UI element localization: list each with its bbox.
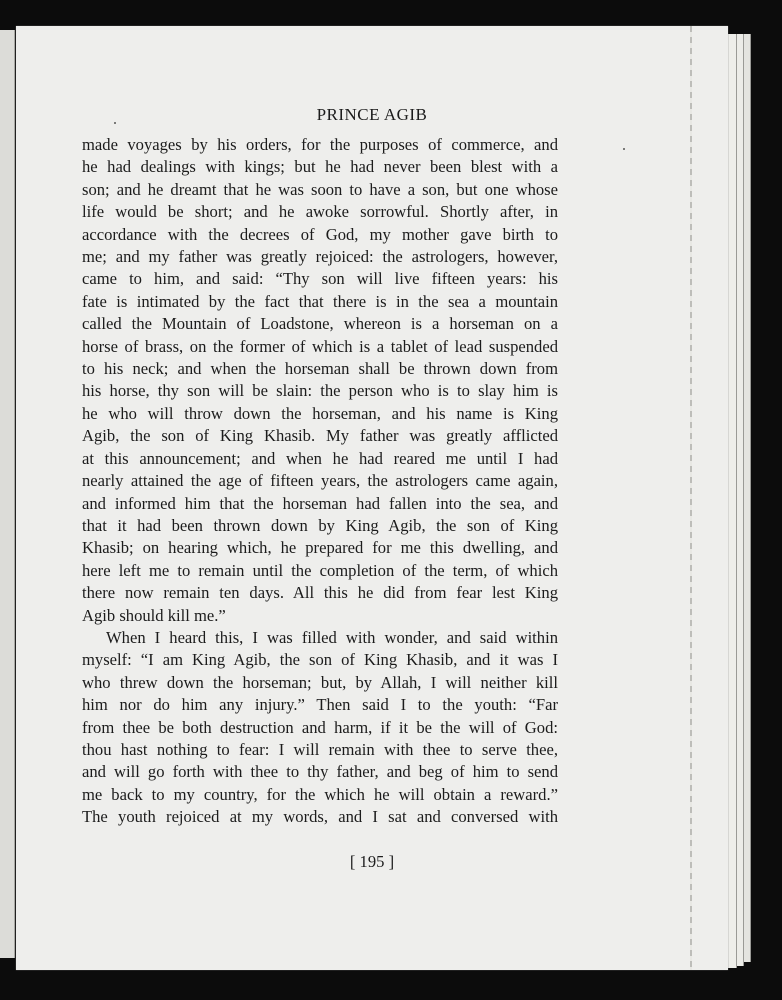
text-line: made voyages by his orders, for the purposes of commerce, and [82, 135, 558, 154]
text-line: called the Mountain of Loadstone, whereon is a horseman on a [82, 314, 558, 334]
text-line: accordance with the decrees of God, my mother gave birth to [82, 224, 558, 244]
text-line: life would be short; and he awoke sorrowful. Shortly after, in [82, 202, 558, 222]
text-line: his horse, thy son will be slain: the person who is to slay him is [82, 381, 558, 401]
text-line: he had dealings with kings; but he had never been blest with a [82, 157, 558, 177]
text-line: The youth rejoiced at my words, and I sat and conversed with [82, 807, 558, 827]
text-line: Agib should kill me.” [82, 605, 226, 625]
text-line: Agib, the son of King Khasib. My father was greatly afflicted [82, 426, 558, 446]
book-page [16, 26, 728, 970]
body-text [82, 134, 558, 829]
paper-speck [114, 122, 116, 124]
text-line: who threw down the horseman; but, by Allah, I will neither kill [82, 672, 558, 692]
text-line: nearly attained the age of fifteen years, the astrologers came again, [82, 471, 558, 491]
text-line: myself: “I am King Agib, the son of King Khasib, and it was I [82, 650, 558, 670]
text-line: that it had been thrown down by King Agib, the son of King [82, 515, 558, 535]
text-line: to his neck; and when the horseman shall be thrown down from [82, 359, 558, 379]
facing-page-edge [0, 30, 15, 958]
page-stack-edge [728, 34, 737, 968]
text-line: fate is intimated by the fact that there is in the sea a mountain [82, 291, 558, 311]
text-line: here left me to remain until the completion of the term, of which [82, 560, 558, 580]
text-line: him nor do him any injury.” Then said I to the youth: “Far [82, 695, 558, 715]
text-line: me back to my country, for the which he will obtain a reward.” [82, 784, 558, 804]
text-line: me; and my father was greatly rejoiced: the astrologers, however, [82, 247, 558, 267]
text-line: Khasib; on hearing which, he prepared for me this dwelling, and [82, 538, 558, 558]
text-line: and will go forth with thee to thy father, and beg of him to send [82, 762, 558, 782]
text-line: horse of brass, on the former of which is a tablet of lead suspended [82, 336, 558, 356]
running-head: PRINCE AGIB [316, 105, 428, 124]
text-line: son; and he dreamt that he was soon to have a son, but one whose [82, 179, 558, 199]
text-line: When I heard this, I was filled with wonder, and said within [106, 627, 558, 647]
text-line: from thee be both destruction and harm, if it be the will of God: [82, 717, 558, 737]
text-line: at this announcement; and when he had reared me until I had [82, 448, 558, 468]
text-line: there now remain ten days. All this he did from fear lest King [82, 583, 558, 603]
deckle-edge [690, 26, 692, 970]
text-line: he who will throw down the horseman, and his name is King [82, 403, 558, 423]
text-line: and informed him that the horseman had fallen into the sea, and [82, 493, 558, 513]
page-number: [ 195 ] [349, 852, 395, 871]
text-line: came to him, and said: “Thy son will live fifteen years: his [82, 269, 558, 289]
text-line: thou hast nothing to fear: I will remain with thee to serve thee, [82, 739, 558, 759]
paper-speck [623, 148, 625, 150]
